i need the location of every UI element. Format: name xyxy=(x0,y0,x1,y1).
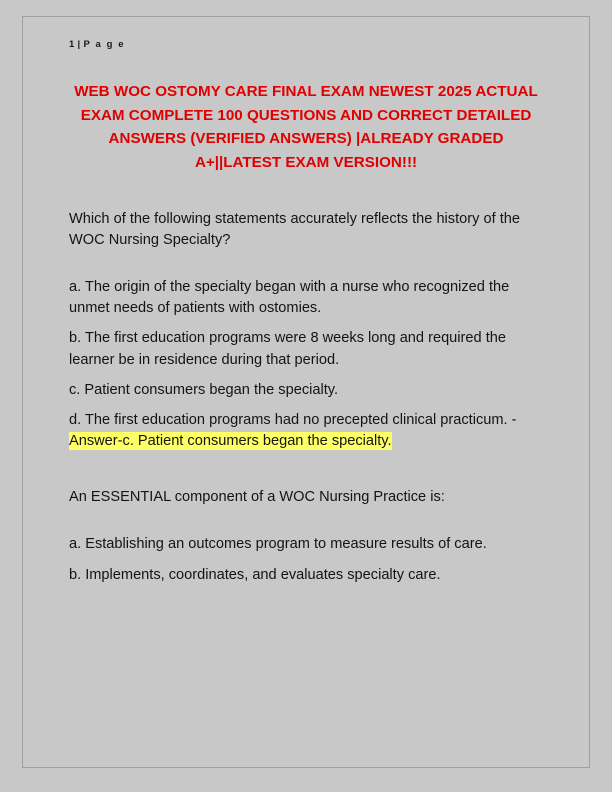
question-2 xyxy=(69,487,543,585)
page-number-label: P a g e xyxy=(83,39,126,50)
question-1-option-d-text: d. The first education programs had no precepted clinical practicum. - xyxy=(69,411,517,428)
question-2-option-b: b. Implements, coordinates, and evaluates specialty care. xyxy=(69,566,441,583)
page-number-header xyxy=(69,39,543,50)
question-1-answer-highlight: Answer-c. Patient consumers began the specialty. xyxy=(69,433,392,450)
page-number-value: 1 xyxy=(69,39,75,50)
question-1-option-a: a. The origin of the specialty began with a nurse who recognized the unmet needs of patients with ostomies. xyxy=(69,279,510,317)
page-content xyxy=(23,17,589,586)
question-1-option-d xyxy=(69,410,543,452)
question-2-stem: An ESSENTIAL component of a WOC Nursing Practice is: xyxy=(69,489,445,506)
question-2-option-a: a. Establishing an outcomes program to measure results of care. xyxy=(69,536,487,553)
question-1 xyxy=(69,209,543,452)
question-1-stem: Which of the following statements accurately reflects the history of the WOC Nursing Specialty? xyxy=(69,210,520,248)
question-1-option-c: c. Patient consumers began the specialty. xyxy=(69,381,339,398)
question-1-option-b: b. The first education programs were 8 weeks long and required the learner be in residence during that period. xyxy=(69,330,506,368)
page-number-separator: | xyxy=(77,39,81,50)
section-spacer xyxy=(69,461,543,487)
document-page xyxy=(22,16,590,768)
document-title: WEB WOC OSTOMY CARE FINAL EXAM NEWEST 2025 ACTUAL EXAM COMPLETE 100 QUESTIONS AND CORRECT DETAILED ANSWERS (VERIFIED ANSWERS) |ALREADY GRADED A+||LATEST EXAM VERSION!!! xyxy=(74,83,538,172)
